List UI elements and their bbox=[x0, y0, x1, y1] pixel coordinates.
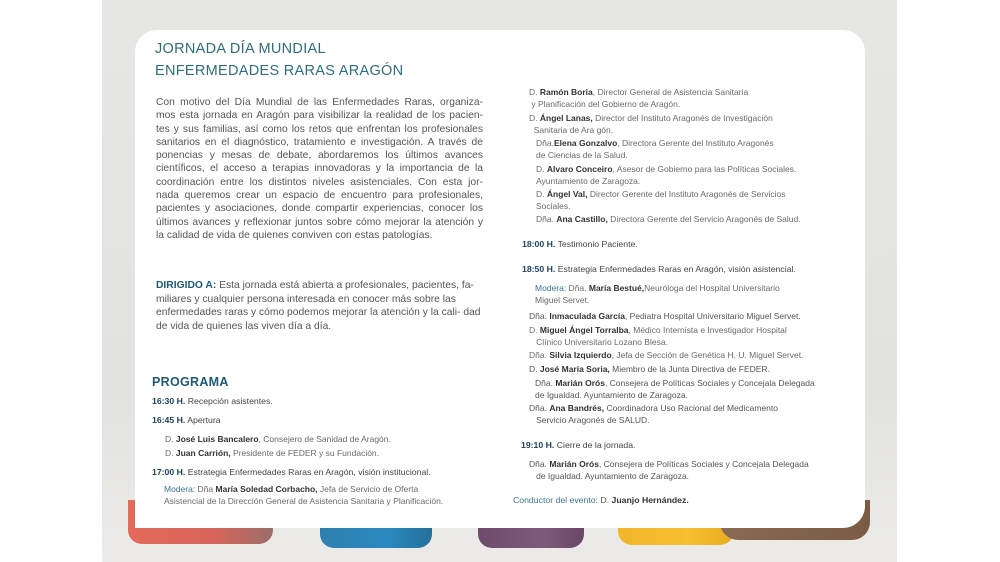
speaker: D. Alvaro Conceiro, Asesor de Gobierno para las Políticas Sociales. Ayuntamiento de Zaragoza. bbox=[536, 164, 797, 186]
slot-text: Estrategia Enfermedades Raras en Aragón, visión asistencial. bbox=[555, 264, 796, 274]
speaker: Dña. Marián Orós, Consejera de Políticas Sociales y Concejala Delegada de Igualdad. Ayuntamiento de Zaragoza. bbox=[535, 378, 815, 400]
page-title bbox=[155, 38, 403, 82]
slot-time: 17:00 H. bbox=[152, 467, 186, 477]
speaker: Dña.Elena Gonzalvo, Directora Gerente del Instituto Aragonés de Ciencias de la Salud. bbox=[536, 138, 774, 160]
slot-time: 16:45 H. bbox=[152, 415, 186, 425]
speaker: Dña. Ana Castillo, Directora Gerente del Servicio Aragonés de Salud. bbox=[536, 214, 801, 224]
target-label: DIRIGIDO A: bbox=[156, 280, 217, 291]
slot-text: Apertura bbox=[185, 415, 221, 425]
speaker: Dña. Ana Bandrés, Coordinadora Uso Racional del Medicamento Servicio Aragonés de SALUD. bbox=[529, 403, 778, 425]
closing-speaker: Dña. Marián Orós, Consejera de Políticas Sociales y Concejala Delegada de Igualdad. Ayuntamiento de Zaragoza. bbox=[529, 459, 809, 481]
target-audience bbox=[156, 279, 483, 333]
slot-text: Cierre de la jornada. bbox=[554, 440, 636, 450]
speaker: D. Miguel Ángel Torralba, Médico Internista e Investigador Hospital Clínico Universitario Lozano Blesa. bbox=[529, 325, 787, 347]
moderator: Modera: Dña María Soledad Corbacho, Jefa de Servicio de Oferta Asistencial de la Dirección General de Asistencia Sanitaria y Planificación. bbox=[164, 484, 444, 506]
speaker: Dña. Silvia Izquierdo, Jefa de Sección de Genética H. U. Miguel Servet. bbox=[529, 350, 804, 360]
slot-time: 16:30 H. bbox=[152, 396, 186, 406]
speaker: D. Ángel Val, Director Gerente del Instituto Aragonés de Servicios Sociales. bbox=[536, 189, 786, 211]
slot-1700 bbox=[152, 467, 431, 477]
slot-time: 18:00 H. bbox=[522, 239, 556, 249]
program-heading: PROGRAMA bbox=[152, 375, 229, 389]
intro-paragraph: Con motivo del Día Mundial de las Enfermedades Raras, organiza- mos esta jornada en Aragón para visibilizar la realidad de los pacien- tes y sus familias, así como los retos que enfrentan los profesionales sanitarios en el diagnóstico, tratamiento e investigación. A través de ponencias y mesas de debate, abordaremos los últimos avances científicos, el acceso a terapias innovadoras y la importancia de la coordinación entre los distintos niveles asistenciales. Con esta jor- nada queremos crear un espacio de encuentro para profesionales, pacientes y asociaciones, donde compartir experiencias, conocer los últimos avances y reflexionar juntos sobre cómo mejorar la atención y la calidad de vida de quienes conviven con estas patologías. bbox=[156, 97, 483, 241]
speaker: D. José Luis Bancalero, Consejero de Sanidad de Aragón. bbox=[165, 434, 391, 444]
slot-1910 bbox=[521, 440, 635, 450]
moderator: Modera: Dña. María Bestué,Neuróloga del Hospital Universitario Miguel Servet. bbox=[535, 283, 780, 305]
title-line-1: JORNADA DÍA MUNDIAL bbox=[155, 41, 326, 57]
slot-text: Estrategia Enfermedades Raras en Aragón, visión institucional. bbox=[185, 467, 431, 477]
slot-1630 bbox=[152, 396, 273, 406]
speaker: Dña. Inmaculada García, Pediatra Hospital Universitario Miguel Servet. bbox=[529, 311, 801, 321]
slot-1800 bbox=[522, 239, 638, 249]
slot-text: Testimonio Paciente. bbox=[555, 239, 638, 249]
slot-time: 19:10 H. bbox=[521, 440, 555, 450]
title-line-2: ENFERMEDADES RARAS ARAGÓN bbox=[155, 63, 404, 79]
slot-text: Recepción asistentes. bbox=[185, 396, 273, 406]
slot-time: 18:50 H. bbox=[522, 264, 556, 274]
slot-1645 bbox=[152, 415, 221, 425]
slot-1850 bbox=[522, 264, 796, 274]
speaker: D. Ramón Boria, Director General de Asistencia Sanitaria y Planificación del Gobierno de Aragón. bbox=[529, 87, 749, 109]
target-text: Esta jornada está abierta a profesionales, pacientes, fa- miliares y cualquier persona interesada en conocer más sobre las enfermedades raras y cómo podemos mejorar la atención y la cali- dad de vida de quienes las viven día a día. bbox=[156, 280, 481, 332]
speaker: D. José María Soria, Miembro de la Junta Directiva de FEDER. bbox=[529, 364, 770, 374]
event-host: Conductor del evento: D. Juanjo Hernández. bbox=[513, 495, 689, 505]
speaker: D. Ángel Lanas, Director del Instituto Aragonés de Investigación Sanitaria de Ara gón. bbox=[529, 113, 773, 135]
program-card bbox=[135, 30, 865, 528]
speaker: D. Juan Carrión, Presidente de FEDER y su Fundación. bbox=[165, 448, 380, 458]
